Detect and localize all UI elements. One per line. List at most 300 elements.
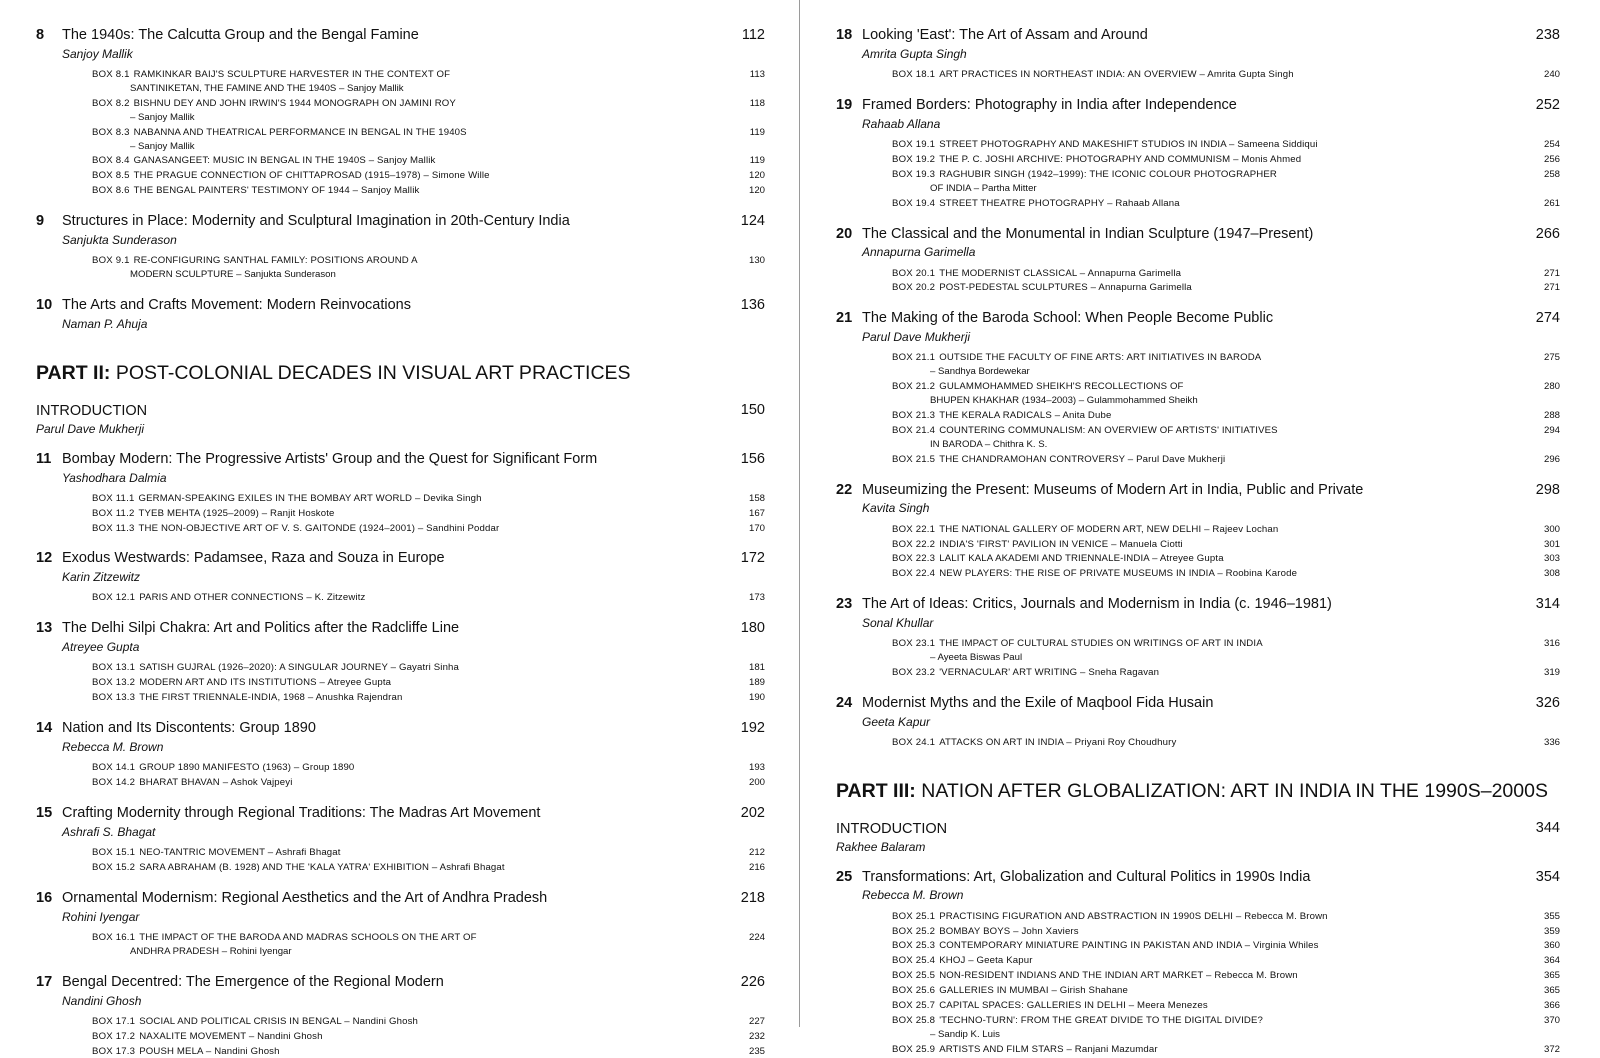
box-page-number: 296 — [1530, 453, 1560, 467]
box-page-number: 181 — [735, 661, 765, 675]
introduction-author: Rakhee Balaram — [836, 840, 1526, 854]
chapter-author: Ashrafi S. Bhagat — [62, 824, 723, 840]
box-page-number: 254 — [1530, 138, 1560, 152]
chapter-number: 10 — [36, 296, 62, 315]
chapter-page-number: 238 — [1526, 26, 1560, 45]
box-entry — [92, 931, 765, 959]
chapter-body — [862, 481, 1526, 517]
box-title: PARIS AND OTHER CONNECTIONS – K. Zitzewitz — [139, 592, 365, 603]
chapter-title: The Art of Ideas: Critics, Journals and Modernism in India (c. 1946–1981) — [862, 595, 1518, 614]
box-label: BOX 15.2 — [92, 862, 135, 873]
box-entry — [892, 453, 1560, 467]
box-label: BOX 14.1 — [92, 762, 135, 773]
right-page — [800, 0, 1600, 1027]
box-title: THE KERALA RADICALS – Anita Dube — [939, 410, 1111, 421]
chapter-title: Crafting Modernity through Regional Traditions: The Madras Art Movement — [62, 804, 723, 823]
box-title: CAPITAL SPACES: GALLERIES IN DELHI – Meera Menezes — [939, 1000, 1208, 1011]
box-page-number: 303 — [1530, 552, 1560, 566]
chapter-number: 22 — [836, 481, 862, 500]
chapter-body — [62, 804, 731, 840]
toc-chapter-entry[interactable] — [36, 619, 765, 705]
chapter-head — [836, 694, 1560, 730]
box-page-number: 360 — [1530, 939, 1560, 953]
box-page-number: 173 — [735, 591, 765, 605]
chapter-head — [36, 619, 765, 655]
chapter-head — [36, 26, 765, 62]
box-title: THE FIRST TRIENNALE-INDIA, 1968 – Anushka Rajendran — [139, 692, 402, 703]
box-label: BOX 25.1 — [892, 911, 935, 922]
chapter-title: Structures in Place: Modernity and Sculptural Imagination in 20th-Century India — [62, 212, 723, 231]
box-title: OUTSIDE THE FACULTY OF FINE ARTS: ART INITIATIVES IN BARODA — [939, 352, 1261, 363]
box-title: RAGHUBIR SINGH (1942–1999): THE ICONIC COLOUR PHOTOGRAPHER — [939, 169, 1277, 180]
box-entry-text — [892, 552, 1530, 566]
box-page-number: 193 — [735, 761, 765, 775]
box-entry-text — [92, 776, 735, 790]
box-entry-text — [892, 969, 1530, 983]
box-page-number: 258 — [1530, 168, 1560, 182]
box-list — [892, 138, 1560, 211]
chapter-head — [36, 212, 765, 248]
box-entry — [892, 380, 1560, 408]
toc-chapter-entry[interactable] — [836, 225, 1560, 296]
box-title: THE CHANDRAMOHAN CONTROVERSY – Parul Dave Mukherji — [939, 454, 1225, 465]
box-page-number: 158 — [735, 492, 765, 506]
box-entry-text — [92, 661, 735, 675]
box-label: BOX 8.6 — [92, 185, 130, 196]
box-title: THE P. C. JOSHI ARCHIVE: PHOTOGRAPHY AND COMMUNISM – Monis Ahmed — [939, 154, 1301, 165]
chapter-body — [862, 868, 1526, 904]
box-entry — [92, 184, 765, 198]
box-entry — [892, 925, 1560, 939]
box-title: THE MODERNIST CLASSICAL – Annapurna Garimella — [939, 268, 1181, 279]
chapter-title: The Making of the Baroda School: When People Become Public — [862, 309, 1518, 328]
box-page-number: 271 — [1530, 281, 1560, 295]
box-entry — [92, 691, 765, 705]
box-label: BOX 13.3 — [92, 692, 135, 703]
chapter-head — [836, 225, 1560, 261]
part-prefix: PART II: — [36, 362, 110, 384]
left-column — [36, 26, 765, 1058]
chapter-head — [836, 96, 1560, 132]
chapter-page-number: 136 — [731, 296, 765, 315]
box-entry-text — [892, 68, 1530, 82]
box-list — [892, 351, 1560, 466]
box-title-continuation: MODERN SCULPTURE – Sanjukta Sunderason — [130, 268, 725, 282]
box-entry — [892, 1014, 1560, 1042]
chapter-head — [836, 26, 1560, 62]
box-entry — [92, 68, 765, 96]
chapter-body — [862, 694, 1526, 730]
box-entry — [92, 154, 765, 168]
box-entry — [892, 567, 1560, 581]
toc-chapter-entry[interactable] — [836, 595, 1560, 680]
toc-chapter-entry[interactable] — [836, 694, 1560, 750]
box-entry-text — [892, 197, 1530, 211]
box-title: CONTEMPORARY MINIATURE PAINTING IN PAKISTAN AND INDIA – Virginia Whiles — [939, 940, 1318, 951]
box-entry — [892, 736, 1560, 750]
right-column — [836, 26, 1560, 1057]
box-page-number: 370 — [1530, 1014, 1560, 1028]
box-entry-text — [92, 522, 735, 536]
box-entry-text — [892, 567, 1530, 581]
toc-chapter-entry[interactable] — [36, 973, 765, 1058]
toc-chapter-entry[interactable] — [36, 450, 765, 536]
box-entry — [92, 761, 765, 775]
chapter-title: The Delhi Silpi Chakra: Art and Politics after the Radcliffe Line — [62, 619, 723, 638]
box-list — [92, 761, 765, 790]
box-entry-text — [92, 846, 735, 860]
box-page-number: 365 — [1530, 969, 1560, 983]
box-title: COUNTERING COMMUNALISM: AN OVERVIEW OF ARTISTS' INITIATIVES — [939, 425, 1278, 436]
box-entry-text — [892, 984, 1530, 998]
box-page-number: 118 — [735, 97, 765, 111]
box-list — [92, 1015, 765, 1058]
chapter-page-number: 218 — [731, 889, 765, 908]
box-entry — [892, 969, 1560, 983]
chapter-author: Kavita Singh — [862, 500, 1518, 516]
box-entry — [892, 1043, 1560, 1057]
box-entry-text — [92, 761, 735, 775]
chapter-body — [62, 26, 731, 62]
box-label: BOX 23.2 — [892, 667, 935, 678]
toc-chapter-entry[interactable] — [36, 719, 765, 790]
box-title: NAXALITE MOVEMENT – Nandini Ghosh — [139, 1031, 322, 1042]
box-page-number: 271 — [1530, 267, 1560, 281]
introduction-entry[interactable] — [836, 820, 1560, 854]
box-label: BOX 25.6 — [892, 985, 935, 996]
chapter-number: 23 — [836, 595, 862, 614]
chapter-title: Ornamental Modernism: Regional Aesthetics and the Art of Andhra Pradesh — [62, 889, 723, 908]
box-entry-text — [92, 1030, 735, 1044]
box-label: BOX 21.2 — [892, 381, 935, 392]
box-title: THE IMPACT OF CULTURAL STUDIES ON WRITINGS OF ART IN INDIA — [939, 638, 1263, 649]
box-title: STREET THEATRE PHOTOGRAPHY – Rahaab Allana — [939, 198, 1180, 209]
box-label: BOX 20.2 — [892, 282, 935, 293]
box-entry-text — [92, 507, 735, 521]
chapter-page-number: 326 — [1526, 694, 1560, 713]
toc-chapter-entry[interactable] — [36, 889, 765, 959]
part-heading-block — [836, 780, 1560, 804]
box-entry-text — [92, 691, 735, 705]
box-entry — [92, 522, 765, 536]
chapter-head — [836, 309, 1560, 345]
chapter-number: 15 — [36, 804, 62, 823]
box-entry-text — [92, 931, 735, 959]
introduction-author: Parul Dave Mukherji — [36, 422, 731, 436]
introduction-page-number: 344 — [1526, 820, 1560, 836]
box-entry — [892, 552, 1560, 566]
part-heading — [836, 780, 1560, 804]
box-entry-text — [892, 910, 1530, 924]
box-entry-text — [92, 676, 735, 690]
box-title: SATISH GUJRAL (1926–2020): A SINGULAR JOURNEY – Gayatri Sinha — [139, 662, 459, 673]
box-label: BOX 22.4 — [892, 568, 935, 579]
box-entry — [92, 126, 765, 154]
box-list — [92, 846, 765, 875]
chapter-title: The Classical and the Monumental in Indian Sculpture (1947–Present) — [862, 225, 1518, 244]
chapter-author: Annapurna Garimella — [862, 244, 1518, 260]
box-page-number: 232 — [735, 1030, 765, 1044]
box-entry — [892, 538, 1560, 552]
box-page-number: 256 — [1530, 153, 1560, 167]
chapter-number: 25 — [836, 868, 862, 887]
box-entry — [892, 267, 1560, 281]
chapter-body — [62, 719, 731, 755]
box-entry — [92, 1030, 765, 1044]
box-label: BOX 24.1 — [892, 737, 935, 748]
chapter-page-number: 252 — [1526, 96, 1560, 115]
toc-chapter-entry[interactable] — [36, 804, 765, 875]
box-page-number: 294 — [1530, 424, 1560, 438]
chapter-number: 11 — [36, 450, 62, 469]
introduction-label: INTRODUCTION — [836, 820, 1526, 839]
box-title: ART PRACTICES IN NORTHEAST INDIA: AN OVERVIEW – Amrita Gupta Singh — [939, 69, 1294, 80]
box-page-number: 355 — [1530, 910, 1560, 924]
chapter-title: The Arts and Crafts Movement: Modern Reinvocations — [62, 296, 723, 315]
box-label: BOX 25.7 — [892, 1000, 935, 1011]
box-label: BOX 25.3 — [892, 940, 935, 951]
chapter-number: 14 — [36, 719, 62, 738]
box-page-number: 167 — [735, 507, 765, 521]
chapter-page-number: 354 — [1526, 868, 1560, 887]
box-list — [92, 254, 765, 282]
toc-chapter-entry[interactable] — [36, 26, 765, 198]
chapter-title: Bombay Modern: The Progressive Artists' Group and the Quest for Significant Form — [62, 450, 723, 469]
box-entry — [92, 776, 765, 790]
part-title: NATION AFTER GLOBALIZATION: ART IN INDIA IN THE 1990S–2000S — [921, 780, 1548, 802]
box-page-number: 275 — [1530, 351, 1560, 365]
part-prefix: PART III: — [836, 780, 916, 802]
box-title: POST-PEDESTAL SCULPTURES – Annapurna Garimella — [939, 282, 1192, 293]
box-entry-text — [92, 68, 735, 96]
box-entry-text — [92, 1045, 735, 1058]
box-page-number: 212 — [735, 846, 765, 860]
introduction-entry[interactable] — [36, 402, 765, 436]
box-title: THE NATIONAL GALLERY OF MODERN ART, NEW DELHI – Rajeev Lochan — [939, 524, 1278, 535]
chapter-author: Rebecca M. Brown — [62, 739, 723, 755]
toc-chapter-entry[interactable] — [36, 296, 765, 332]
box-label: BOX 19.1 — [892, 139, 935, 150]
box-label: BOX 17.1 — [92, 1016, 135, 1027]
box-entry-text — [892, 925, 1530, 939]
chapter-head — [36, 450, 765, 486]
box-title: THE PRAGUE CONNECTION OF CHITTAPROSAD (1915–1978) – Simone Wille — [134, 170, 490, 181]
box-entry — [92, 492, 765, 506]
box-entry-text — [892, 523, 1530, 537]
box-title: NON-RESIDENT INDIANS AND THE INDIAN ART MARKET – Rebecca M. Brown — [939, 970, 1298, 981]
box-label: BOX 19.3 — [892, 169, 935, 180]
box-title: LALIT KALA AKADEMI AND TRIENNALE-INDIA – Atreyee Gupta — [939, 553, 1224, 564]
box-entry-text — [92, 861, 735, 875]
box-entry-text — [92, 591, 735, 605]
box-list — [92, 68, 765, 198]
chapter-page-number: 112 — [731, 26, 765, 45]
box-entry-text — [892, 999, 1530, 1013]
chapter-author: Yashodhara Dalmia — [62, 470, 723, 486]
box-title: GERMAN-SPEAKING EXILES IN THE BOMBAY ART WORLD – Devika Singh — [139, 493, 482, 504]
box-title: BOMBAY BOYS – John Xaviers — [939, 926, 1079, 937]
toc-chapter-entry[interactable] — [36, 549, 765, 605]
chapter-head — [36, 889, 765, 925]
box-entry — [892, 138, 1560, 152]
box-title: SOCIAL AND POLITICAL CRISIS IN BENGAL – Nandini Ghosh — [139, 1016, 418, 1027]
box-page-number: 261 — [1530, 197, 1560, 211]
toc-chapter-entry[interactable] — [836, 26, 1560, 82]
chapter-number: 19 — [836, 96, 862, 115]
chapter-body — [62, 450, 731, 486]
left-page — [0, 0, 800, 1027]
chapter-body — [62, 973, 731, 1009]
box-entry-text — [892, 736, 1530, 750]
chapter-author: Sanjukta Sunderason — [62, 232, 723, 248]
chapter-author: Sanjoy Mallik — [62, 46, 723, 62]
box-entry — [892, 523, 1560, 537]
box-title: NEW PLAYERS: THE RISE OF PRIVATE MUSEUMS IN INDIA – Roobina Karode — [939, 568, 1297, 579]
box-entry-text — [892, 153, 1530, 167]
chapter-title: Nation and Its Discontents: Group 1890 — [62, 719, 723, 738]
chapter-number: 8 — [36, 26, 62, 45]
box-entry — [92, 591, 765, 605]
box-title: THE BENGAL PAINTERS' TESTIMONY OF 1944 – Sanjoy Mallik — [134, 185, 420, 196]
box-page-number: 119 — [735, 126, 765, 140]
box-title: NABANNA AND THEATRICAL PERFORMANCE IN BENGAL IN THE 1940S — [134, 127, 467, 138]
chapter-head — [36, 804, 765, 840]
box-entry — [892, 197, 1560, 211]
box-page-number: 189 — [735, 676, 765, 690]
box-title: RE-CONFIGURING SANTHAL FAMILY: POSITIONS AROUND A — [134, 255, 418, 266]
chapter-head — [36, 296, 765, 332]
box-title: GROUP 1890 MANIFESTO (1963) – Group 1890 — [139, 762, 354, 773]
box-label: BOX 22.3 — [892, 553, 935, 564]
chapter-page-number: 202 — [731, 804, 765, 823]
toc-chapter-entry[interactable] — [836, 868, 1560, 1057]
box-title-continuation: – Sandip K. Luis — [930, 1028, 1520, 1042]
box-entry — [92, 97, 765, 125]
box-list — [92, 661, 765, 705]
box-title: GANASANGEET: MUSIC IN BENGAL IN THE 1940S – Sanjoy Mallik — [134, 155, 436, 166]
chapter-page-number: 226 — [731, 973, 765, 992]
chapter-head — [836, 481, 1560, 517]
box-page-number: 364 — [1530, 954, 1560, 968]
chapter-head — [36, 973, 765, 1009]
box-entry-text — [892, 453, 1530, 467]
box-entry — [892, 424, 1560, 452]
chapter-number: 20 — [836, 225, 862, 244]
box-page-number: 113 — [735, 68, 765, 82]
box-entry — [92, 1045, 765, 1058]
box-title: THE NON-OBJECTIVE ART OF V. S. GAITONDE (1924–2001) – Sandhini Poddar — [139, 523, 500, 534]
box-entry — [892, 637, 1560, 665]
box-page-number: 240 — [1530, 68, 1560, 82]
box-label: BOX 21.1 — [892, 352, 935, 363]
box-title-continuation: ANDHRA PRADESH – Rohini Iyengar — [130, 945, 725, 959]
box-title: INDIA'S 'FIRST' PAVILION IN VENICE – Manuela Ciotti — [939, 539, 1183, 550]
chapter-head — [836, 868, 1560, 904]
chapter-number: 24 — [836, 694, 862, 713]
box-entry-text — [892, 666, 1530, 680]
box-label: BOX 22.2 — [892, 539, 935, 550]
box-page-number: 216 — [735, 861, 765, 875]
chapter-number: 16 — [36, 889, 62, 908]
box-list — [92, 492, 765, 536]
introduction-label: INTRODUCTION — [36, 402, 731, 421]
box-page-number: 365 — [1530, 984, 1560, 998]
box-entry — [92, 661, 765, 675]
box-title: ATTACKS ON ART IN INDIA – Priyani Roy Choudhury — [939, 737, 1176, 748]
chapter-title: Framed Borders: Photography in India after Independence — [862, 96, 1518, 115]
box-entry — [92, 846, 765, 860]
box-label: BOX 8.2 — [92, 98, 130, 109]
box-title: 'VERNACULAR' ART WRITING – Sneha Ragavan — [939, 667, 1159, 678]
chapter-title: Modernist Myths and the Exile of Maqbool Fida Husain — [862, 694, 1518, 713]
box-title: 'TECHNO-TURN': FROM THE GREAT DIVIDE TO THE DIGITAL DIVIDE? — [939, 1015, 1263, 1026]
box-label: BOX 25.5 — [892, 970, 935, 981]
chapter-body — [62, 619, 731, 655]
box-entry — [92, 507, 765, 521]
chapter-author: Nandini Ghosh — [62, 993, 723, 1009]
box-entry — [892, 168, 1560, 196]
box-entry — [892, 153, 1560, 167]
box-title: RAMKINKAR BAIJ'S SCULPTURE HARVESTER IN THE CONTEXT OF — [134, 69, 450, 80]
toc-chapter-entry[interactable] — [836, 481, 1560, 582]
box-page-number: 200 — [735, 776, 765, 790]
toc-chapter-entry[interactable] — [836, 309, 1560, 466]
chapter-page-number: 172 — [731, 549, 765, 568]
box-entry — [892, 984, 1560, 998]
chapter-number: 21 — [836, 309, 862, 328]
chapter-author: Parul Dave Mukherji — [862, 329, 1518, 345]
box-entry-text — [892, 380, 1530, 408]
box-page-number: 119 — [735, 154, 765, 168]
chapter-head — [836, 595, 1560, 631]
box-entry — [892, 68, 1560, 82]
toc-chapter-entry[interactable] — [836, 96, 1560, 211]
box-page-number: 120 — [735, 169, 765, 183]
box-entry — [92, 254, 765, 282]
box-title: THE IMPACT OF THE BARODA AND MADRAS SCHOOLS ON THE ART OF — [139, 932, 476, 943]
chapter-author: Karin Zitzewitz — [62, 569, 723, 585]
box-page-number: 316 — [1530, 637, 1560, 651]
box-label: BOX 25.2 — [892, 926, 935, 937]
box-title: ARTISTS AND FILM STARS – Ranjani Mazumdar — [939, 1044, 1158, 1055]
box-page-number: 190 — [735, 691, 765, 705]
box-page-number: 359 — [1530, 925, 1560, 939]
box-list — [92, 931, 765, 959]
box-entry — [892, 939, 1560, 953]
box-title-continuation: BHUPEN KHAKHAR (1934–2003) – Gulammohammed Sheikh — [930, 394, 1520, 408]
chapter-author: Atreyee Gupta — [62, 639, 723, 655]
box-entry-text — [92, 184, 735, 198]
chapter-head — [36, 549, 765, 585]
chapter-title: Exodus Westwards: Padamsee, Raza and Souza in Europe — [62, 549, 723, 568]
chapter-body — [862, 595, 1526, 631]
box-entry-text — [892, 168, 1530, 196]
box-entry-text — [892, 939, 1530, 953]
chapter-body — [862, 225, 1526, 261]
box-list — [892, 523, 1560, 582]
box-title: SARA ABRAHAM (B. 1928) AND THE 'KALA YATRA' EXHIBITION – Ashrafi Bhagat — [139, 862, 505, 873]
toc-chapter-entry[interactable] — [36, 212, 765, 282]
box-label: BOX 8.1 — [92, 69, 130, 80]
box-label: BOX 13.1 — [92, 662, 135, 673]
box-title: MODERN ART AND ITS INSTITUTIONS – Atreyee Gupta — [139, 677, 391, 688]
box-label: BOX 11.2 — [92, 508, 135, 519]
box-label: BOX 21.5 — [892, 454, 935, 465]
box-title: BISHNU DEY AND JOHN IRWIN'S 1944 MONOGRAPH ON JAMINI ROY — [134, 98, 456, 109]
box-entry-text — [892, 267, 1530, 281]
box-entry — [892, 409, 1560, 423]
box-entry — [92, 676, 765, 690]
